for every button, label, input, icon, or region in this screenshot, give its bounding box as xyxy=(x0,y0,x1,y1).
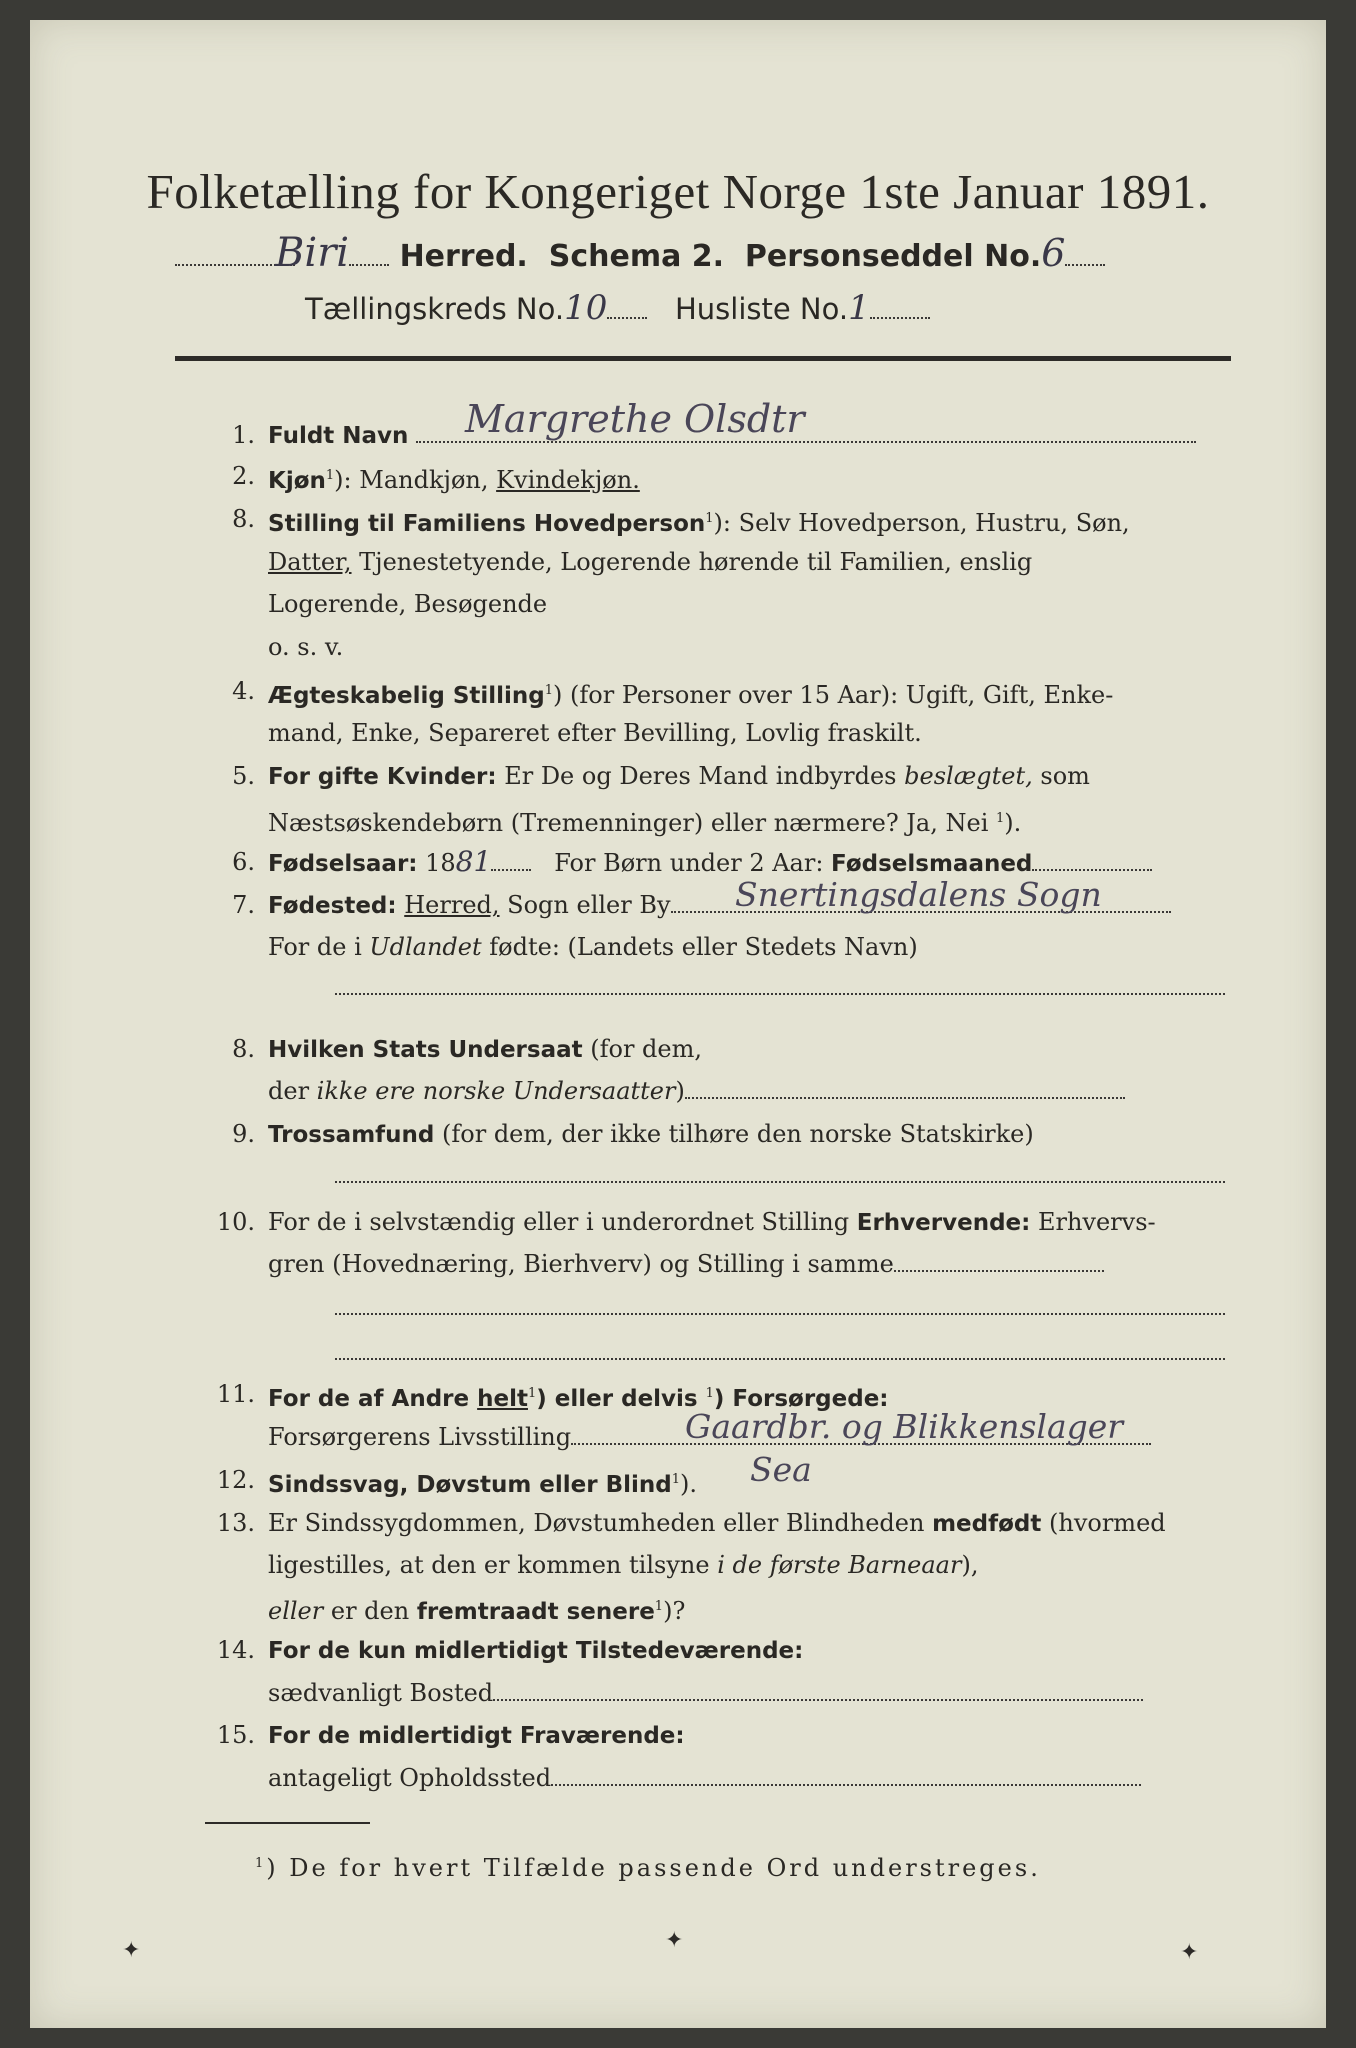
temporary-present-label: For de kun midlertidigt Tilstedeværende: xyxy=(268,1638,804,1664)
birth-month-label: Fødselsmaaned xyxy=(831,851,1033,877)
temporary-absent-label: For de midlertidigt Fraværende: xyxy=(268,1723,685,1749)
item-number: 12. xyxy=(216,1466,255,1494)
item-number: 8. xyxy=(232,1035,255,1063)
census-form-sheet: Folketælling for Kongeriget Norge 1ste Januar 1891. Biri Herred. Schema 2. Personseddel No.6 Tællingskreds No.10 Husliste No.1 1. Fuldt Navn Margrethe Olsdtr 2. Kjøn$^1$): Mandkjøn, Kvindekjøn. 8. Stilling til Familiens Hovedperson$^1$): Selv Hovedperson, Hustru, Søn, Datter, Tjenestetyende, Logerende hørende til Familien, enslig Logerende, Besøgende o. s. v. 4. Ægteskabelig Stilling$^1$) (for Personer over 15 Aar): Ugift, Gift, Enke- mand, Enke, Separeret efter Bevilling, Lovlig fraskilt. 5. For gifte Kvinder: Er De og Deres Mand indbyrdes beslægtet, som Næstsøskendebørn (Tremenninger) eller nærmere? Ja, Nei $^1$). 6. Fødselsaar: 1881 For Børn under 2 Aar: Fødselsmaaned 7. Fødested: Herred, Sogn eller By Snertingsdalens Sogn For de i Udlandet fødte: (Landets eller Stedets Navn) 8. Hvilken Stats Undersaat (for dem, der ikke ere norske Undersaatter) 9. Trossamfund (for dem, der ikke tilhøre den norske Statskirke) 10. For de i selvstændig eller i underordnet Stilling Erhvervende: Erhvervs- gren (Hovednæring, Bierhverv) og Stilling i samme 11. For de af Andre helt$^1$) eller delvis $^1$) Forsørgede: Forsørgerens Livsstilling Gaardbr. og Blikkenslager 12. Sindssvag, Døvstum eller Blind$^1$). Sea 13. Er Sindssygdommen, Døvstumheden eller Blindheden medfødt (hvormed ligestilles, at den er kommen tilsyne i de første Barneaar), eller er den fremtraadt senere$^1$)? 14. For de kun midlertidigt Tilstedeværende: sædvanligt Bosted 15. For de midlertidigt Fraværende: antageligt Opholdssted $^1$) De for hvert Tilfælde passende Ord understreges. ✦ ✦ ✦ xyxy=(30,20,1326,2028)
item-number: 5. xyxy=(232,762,255,790)
religion-field[interactable] xyxy=(335,1181,1225,1183)
footnote: $^1$) De for hvert Tilfælde passende Ord understreges. xyxy=(255,1854,1041,1882)
disability-value: Sea xyxy=(750,1450,812,1489)
herred-line xyxy=(175,230,1235,280)
personseddel-value: 6 xyxy=(1041,231,1066,275)
full-name-field[interactable] xyxy=(416,441,1196,443)
husliste-label: Husliste No. xyxy=(674,292,849,326)
schema-label: Schema 2. xyxy=(548,239,725,274)
item-number: 4. xyxy=(232,677,255,705)
citizenship-field[interactable] xyxy=(685,1097,1125,1099)
form-title: Folketælling for Kongeriget Norge 1ste Januar 1891. xyxy=(146,164,1210,219)
occupation-field-2[interactable] xyxy=(335,1313,1225,1315)
married-women-label: For gifte Kvinder: xyxy=(268,764,497,790)
husliste-value: 1 xyxy=(848,288,870,328)
occupation-field-3[interactable] xyxy=(335,1358,1225,1360)
registration-mark-icon: ✦ xyxy=(665,1928,684,1953)
item-number: 14. xyxy=(216,1636,255,1664)
birthplace-label: Fødested: xyxy=(268,893,397,919)
item-number: 13. xyxy=(216,1509,255,1537)
footnote-rule xyxy=(205,1822,370,1824)
religion-label: Trossamfund xyxy=(268,1122,435,1148)
marital-status-label: Ægteskabelig Stilling xyxy=(268,683,545,709)
item-number: 11. xyxy=(216,1380,255,1408)
registration-mark-icon: ✦ xyxy=(1180,1940,1199,1965)
birth-year-value: 81 xyxy=(455,845,492,878)
personseddel-label: Personseddel No. xyxy=(744,239,1042,274)
item-number: 2. xyxy=(232,462,255,490)
occupation-field[interactable] xyxy=(894,1270,1104,1272)
item-number: 8. xyxy=(232,505,255,533)
kreds-value: 10 xyxy=(564,288,608,328)
item-number: 6. xyxy=(232,848,255,876)
kreds-line xyxy=(305,288,1125,334)
item-number: 7. xyxy=(232,891,255,919)
probable-residence-field[interactable] xyxy=(551,1784,1141,1786)
birthplace-value: Snertingsdalens Sogn xyxy=(735,875,1102,914)
item-number: 15. xyxy=(216,1721,255,1749)
disability-label: Sindssvag, Døvstum eller Blind xyxy=(268,1472,672,1498)
registration-mark-icon: ✦ xyxy=(122,1938,141,1963)
herred-value: Biri xyxy=(275,230,350,276)
item-number: 9. xyxy=(232,1120,255,1148)
occupation-label: Erhvervende: xyxy=(856,1210,1031,1236)
family-position-selected: Datter, xyxy=(268,548,352,576)
usual-residence-field[interactable] xyxy=(493,1699,1143,1701)
foreign-birthplace-field[interactable] xyxy=(335,993,1225,995)
supported-label: For de af Andre xyxy=(268,1386,478,1412)
sex-label: Kjøn xyxy=(268,468,326,494)
sex-selected-option: Kvindekjøn. xyxy=(496,466,640,494)
kreds-label: Tællingskreds No. xyxy=(305,292,565,326)
citizenship-label: Hvilken Stats Undersaat xyxy=(268,1037,583,1063)
item-number: 1. xyxy=(232,421,255,449)
birth-month-field[interactable] xyxy=(1032,869,1152,871)
herred-label: Herred. xyxy=(399,239,528,274)
item-number: 10. xyxy=(216,1208,255,1236)
birth-year-label: Fødselsaar: xyxy=(268,851,418,877)
family-position-label: Stilling til Familiens Hovedperson xyxy=(268,511,706,537)
full-name-value: Margrethe Olsdtr xyxy=(465,397,805,441)
birthplace-selected-option: Herred, xyxy=(404,891,500,919)
header-rule xyxy=(175,356,1231,361)
full-name-label: Fuldt Navn xyxy=(268,423,409,449)
supporter-occupation-value: Gaardbr. og Blikkenslager xyxy=(685,1407,1124,1446)
